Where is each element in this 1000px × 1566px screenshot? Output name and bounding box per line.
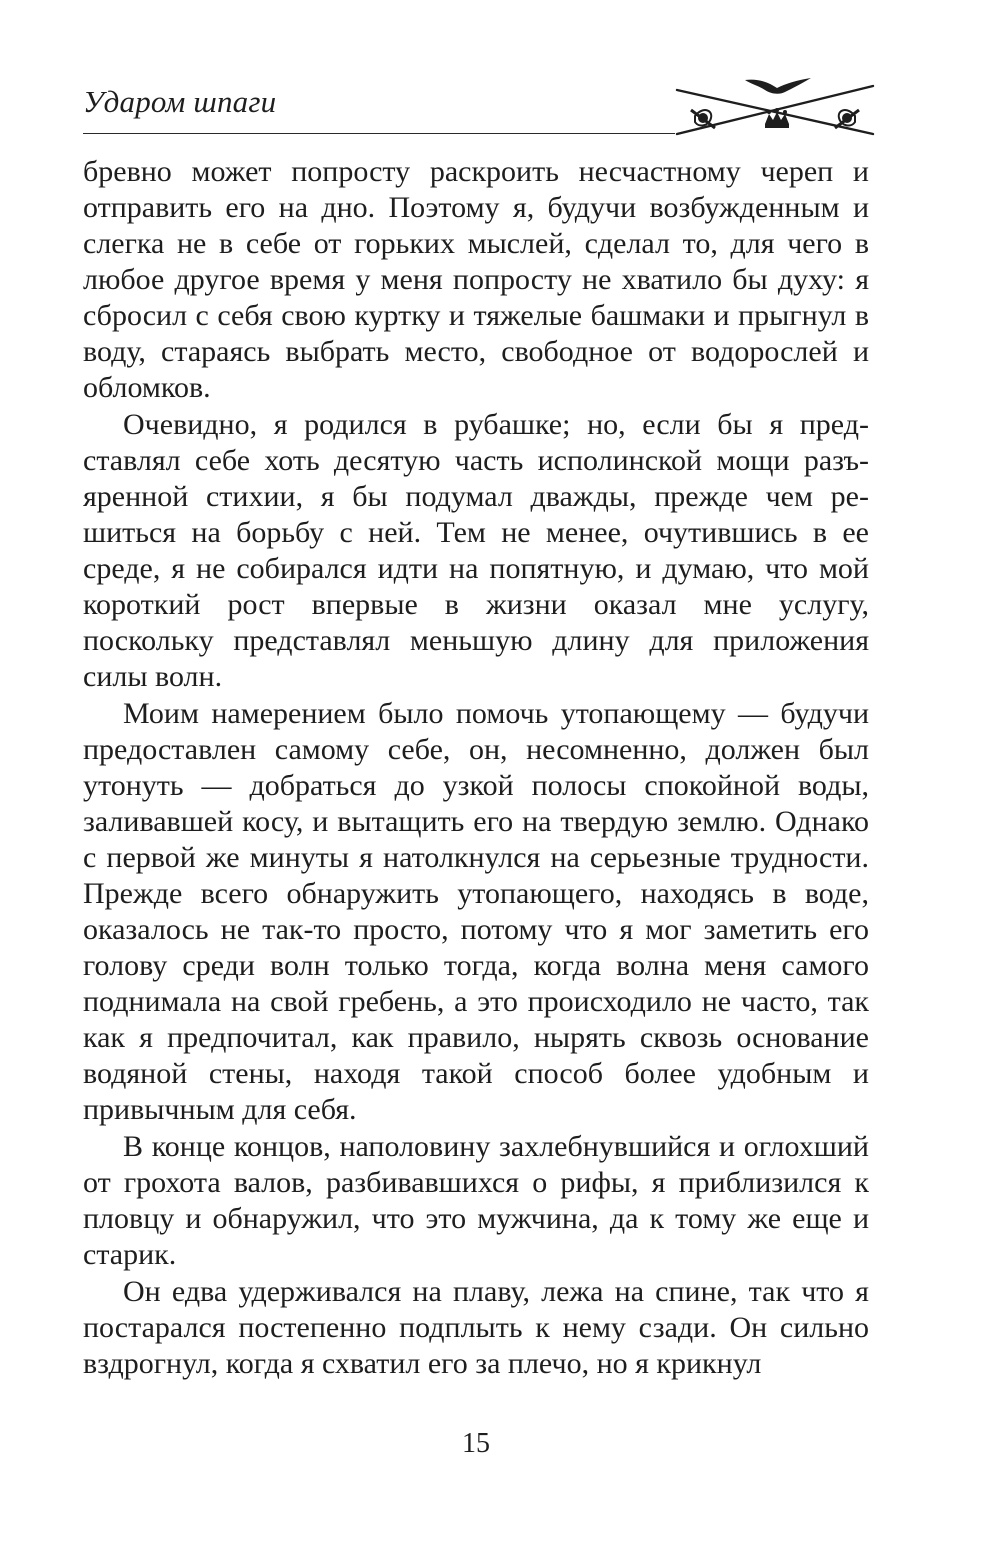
header-rule: [83, 133, 675, 134]
running-title: Ударом шпаги: [83, 84, 277, 119]
running-head: [83, 76, 878, 136]
page-number: 15: [462, 1428, 490, 1459]
body-text: [83, 154, 869, 1383]
paragraph: В конце концов, наполовину захлебнувшийся и оглохший от грохота валов, разбивавшихся о рифы, я приблизился к пловцу и обнаружил, что это мужчина, да к тому же еще и старик.: [83, 1130, 869, 1271]
paragraph: Он едва удерживался на плаву, лежа на спине, так что я постарался постепенно подплыть к нему сзади. Он сильно вздрогнул, когда я схватил его за плечо, но я крикнул: [83, 1275, 869, 1380]
paragraph: бревно может попросту раскроить несчастному череп и отправить его на дно. Поэтому я, будучи возбужденным и слегка не в себе от горьких мыслей, сделал то, для чего в любое другое время у меня попросту не хватило бы духу: я сбросил с себя свою куртку и тяжелые башмаки и прыгнул в воду, стараясь выбрать место, свободное от водорослей и обломков.: [83, 155, 869, 404]
paragraph: Очевидно, я родился в рубашке; но, если бы я представлял себе хоть десятую часть исполинской мощи разъяренной стихии, я бы подумал дважды, прежде чем решиться на борьбу с ней. Тем не менее, очутившись в ее среде, я не собирался идти на попятную, и думаю, что мой короткий рост впервые в жизни оказал мне услугу, поскольку представлял меньшую длину для приложения силы волн.: [83, 408, 869, 693]
paragraph: Моим намерением было помочь утопающему — будучи предоставлен самому себе, он, несомненно, должен был утонуть — добраться до узкой полосы спокойной воды, заливавшей косу, и вытащить его на твердую землю. Однако с первой же минуты я натолкнулся на серьезные трудности. Прежде всего обнаружить утопающего, находясь в воде, оказалось не так-то просто, потому что я мог заметить его голову среди волн только тогда, когда волна меня самого поднимала на свой гребень, а это происходило не часто, так как я предпочитал, как правило, нырять сквозь основание водяной стены, находя такой способ более удобным и привычным для себя.: [83, 697, 869, 1126]
crossed-swords-eagle-crown-icon: [673, 76, 878, 136]
